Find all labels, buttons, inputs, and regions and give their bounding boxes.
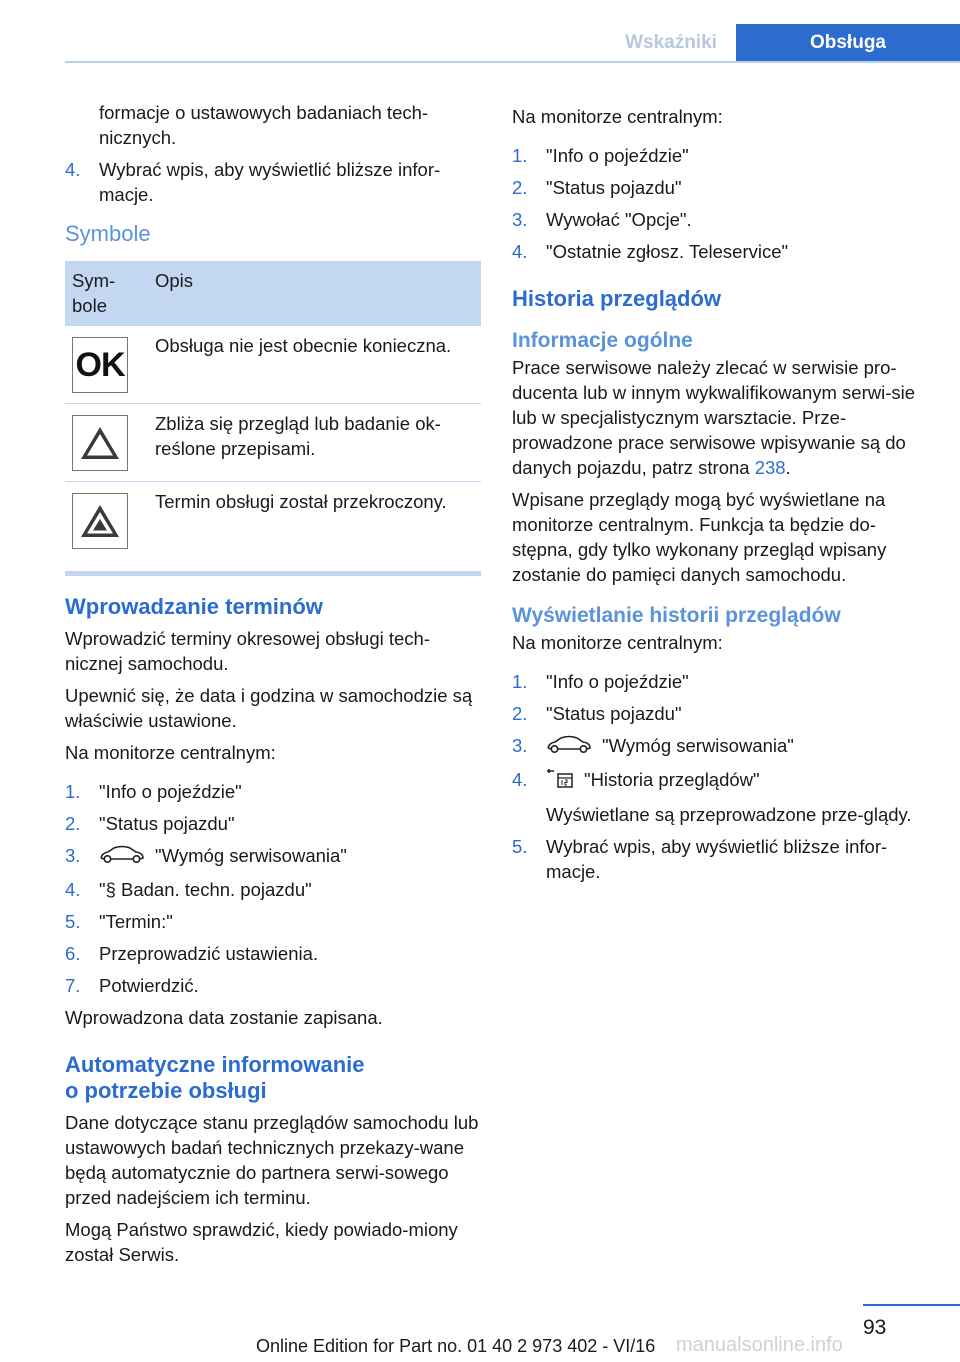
step-content xyxy=(546,733,794,760)
step-number: 1. xyxy=(512,671,528,692)
symbols-table xyxy=(65,261,481,559)
column-header-description: Opis xyxy=(148,261,481,326)
step-number: 5. xyxy=(65,911,81,933)
list-item xyxy=(65,877,481,902)
symbol-cell xyxy=(65,482,148,560)
list-item xyxy=(512,669,928,694)
tab-obsluga[interactable]: Obsługa xyxy=(736,24,960,61)
step-number: 1. xyxy=(512,145,528,166)
paragraph: Na monitorze centralnym: xyxy=(512,632,723,653)
step-number: 1. xyxy=(65,781,81,802)
step-number: 3. xyxy=(512,209,528,230)
list-item xyxy=(512,733,928,760)
list-item xyxy=(512,207,928,232)
paragraph xyxy=(512,355,928,480)
step-number: 2. xyxy=(512,703,528,724)
step-text: "Status pojazdu" xyxy=(99,813,235,834)
ok-icon xyxy=(72,337,128,393)
continued-text: formacje o ustawowych badaniach tech-nicznych. xyxy=(99,102,429,148)
step-text: "Termin:" xyxy=(99,911,173,933)
enter-dates-steps xyxy=(65,779,481,998)
paragraph: Mogą Państwo sprawdzić, kiedy powiado-miony został Serwis. xyxy=(65,1219,458,1266)
symbols-heading: Symbole xyxy=(65,221,151,246)
paragraph: Wprowadzona data zostanie zapisana. xyxy=(65,1007,383,1029)
warning-triangle-icon xyxy=(72,415,128,471)
right-column xyxy=(512,104,928,891)
page-reference-link[interactable]: 238 xyxy=(754,457,786,478)
step-number: 5. xyxy=(512,836,528,858)
enter-dates-heading: Wprowadzanie terminów xyxy=(65,594,323,619)
step-text: "Wymóg serwisowania" xyxy=(602,735,794,756)
symbol-cell xyxy=(65,404,148,482)
paragraph: Upewnić się, że data i godzina w samochodzie są właściwie ustawione. xyxy=(65,685,473,731)
column-header-symbols: Sym-bole xyxy=(65,261,148,326)
heading-line: Automatyczne informowanie xyxy=(65,1052,365,1078)
step-text: "Status pojazdu" xyxy=(546,703,682,724)
description-cell: Zbliża się przegląd lub badanie ok-reślone przepisami. xyxy=(148,404,481,482)
car-icon xyxy=(546,734,592,760)
step-number: 4. xyxy=(512,769,528,791)
step-text: Wywołać "Opcje". xyxy=(546,209,692,230)
list-item xyxy=(512,175,928,200)
step-number: 3. xyxy=(512,735,528,756)
left-column xyxy=(65,100,481,1274)
paragraph-text: Prace serwisowe należy zlecać w serwisie pro-ducenta lub w innym wykwalifikowanym serwi-sie lub w specjalistycznym warsztacie. Prze-prowadzone prace serwisowe wpisywanie są do danych pojazdu, patrz strona xyxy=(512,357,916,478)
step-text: "Wymóg serwisowania" xyxy=(155,845,347,866)
step-number: 2. xyxy=(512,177,528,198)
step-number: 6. xyxy=(65,943,81,965)
step-text: Wybrać wpis, aby wyświetlić bliższe infor-macje. xyxy=(546,836,888,883)
ok-icon-text: OK xyxy=(75,345,125,384)
step-detail: Wyświetlane są przeprowadzone prze-glądy. xyxy=(546,804,912,826)
table-row xyxy=(65,326,481,404)
edition-footer: Online Edition for Part no. 01 40 2 973 402 - VI/16 xyxy=(256,1336,656,1356)
step-content xyxy=(546,767,912,827)
paragraph: Dane dotyczące stanu przeglądów samochodu lub ustawowych badań technicznych przekazy-wane będą automatycznie do partnera serwi-sowego przed nadejściem ich terminu. xyxy=(65,1112,479,1209)
step-text: Potwierdzić. xyxy=(99,975,199,997)
step-number: 4. xyxy=(65,159,81,180)
step-text: "Ostatnie zgłosz. Teleservice" xyxy=(546,241,789,262)
car-icon xyxy=(99,844,145,870)
step-text: Przeprowadzić ustawienia. xyxy=(99,943,319,965)
table-row xyxy=(65,404,481,482)
step-number: 7. xyxy=(65,975,81,997)
step-number: 4. xyxy=(512,241,528,262)
step-text: "Info o pojeździe" xyxy=(546,671,689,692)
list-item xyxy=(65,973,481,998)
list-item xyxy=(65,941,481,966)
paragraph: Wpisane przeglądy mogą być wyświetlane na monitorze centralnym. Funkcja ta będzie do-stępna, gdy tylko wykonany przegląd wpisany zostanie do pamięci danych samochodu. xyxy=(512,489,887,585)
paragraph-end: . xyxy=(785,457,791,478)
list-item xyxy=(512,239,928,264)
display-history-steps xyxy=(512,669,928,884)
general-info-heading: Informacje ogólne xyxy=(512,329,693,352)
list-item xyxy=(512,834,928,884)
tab-wskazniki[interactable]: Wskaźniki xyxy=(625,31,717,53)
footer-divider xyxy=(863,1304,960,1306)
warning-triangle-exclamation-icon xyxy=(72,493,128,549)
step-content xyxy=(99,843,347,870)
teleservice-steps xyxy=(512,143,928,264)
list-item xyxy=(65,779,481,804)
table-row xyxy=(65,482,481,560)
watermark: manualsonline.info xyxy=(676,1334,843,1356)
list-item xyxy=(65,909,481,934)
step-text: "§ Badan. techn. pojazdu" xyxy=(99,879,312,901)
description-cell: Termin obsługi został przekroczony. xyxy=(155,491,447,512)
step-number: 4. xyxy=(65,879,81,901)
continued-steps xyxy=(65,157,481,207)
service-history-heading: Historia przeglądów xyxy=(512,286,722,311)
list-item xyxy=(512,767,928,827)
list-item xyxy=(512,143,928,168)
paragraph: Wprowadzić terminy okresowej obsługi tech-nicznej samochodu. xyxy=(65,628,430,674)
step-text: Wybrać wpis, aby wyświetlić bliższe infor-macje. xyxy=(99,159,441,205)
list-item xyxy=(65,843,481,870)
step-number: 3. xyxy=(65,845,81,866)
list-item xyxy=(65,157,481,207)
step-text: "Info o pojeździe" xyxy=(99,781,242,802)
description-cell: Obsługa nie jest obecnie konieczna. xyxy=(148,326,481,404)
heading-line: o potrzebie obsługi xyxy=(65,1078,267,1104)
list-item xyxy=(65,811,481,836)
paragraph: Na monitorze centralnym: xyxy=(65,742,276,763)
step-number: 2. xyxy=(65,813,81,834)
page-number: 93 xyxy=(863,1316,887,1339)
step-text: "Historia przeglądów" xyxy=(584,769,760,791)
step-text: "Info o pojeździe" xyxy=(546,145,689,166)
auto-info-heading xyxy=(65,1052,481,1104)
service-history-icon xyxy=(546,767,574,795)
header-divider xyxy=(65,61,960,63)
paragraph: Na monitorze centralnym: xyxy=(512,106,723,127)
table-header-row xyxy=(65,261,481,326)
symbol-cell xyxy=(65,326,148,404)
step-text: "Status pojazdu" xyxy=(546,177,682,198)
display-history-heading: Wyświetlanie historii przeglądów xyxy=(512,604,841,627)
table-end-bar xyxy=(65,571,481,576)
list-item xyxy=(512,701,928,726)
